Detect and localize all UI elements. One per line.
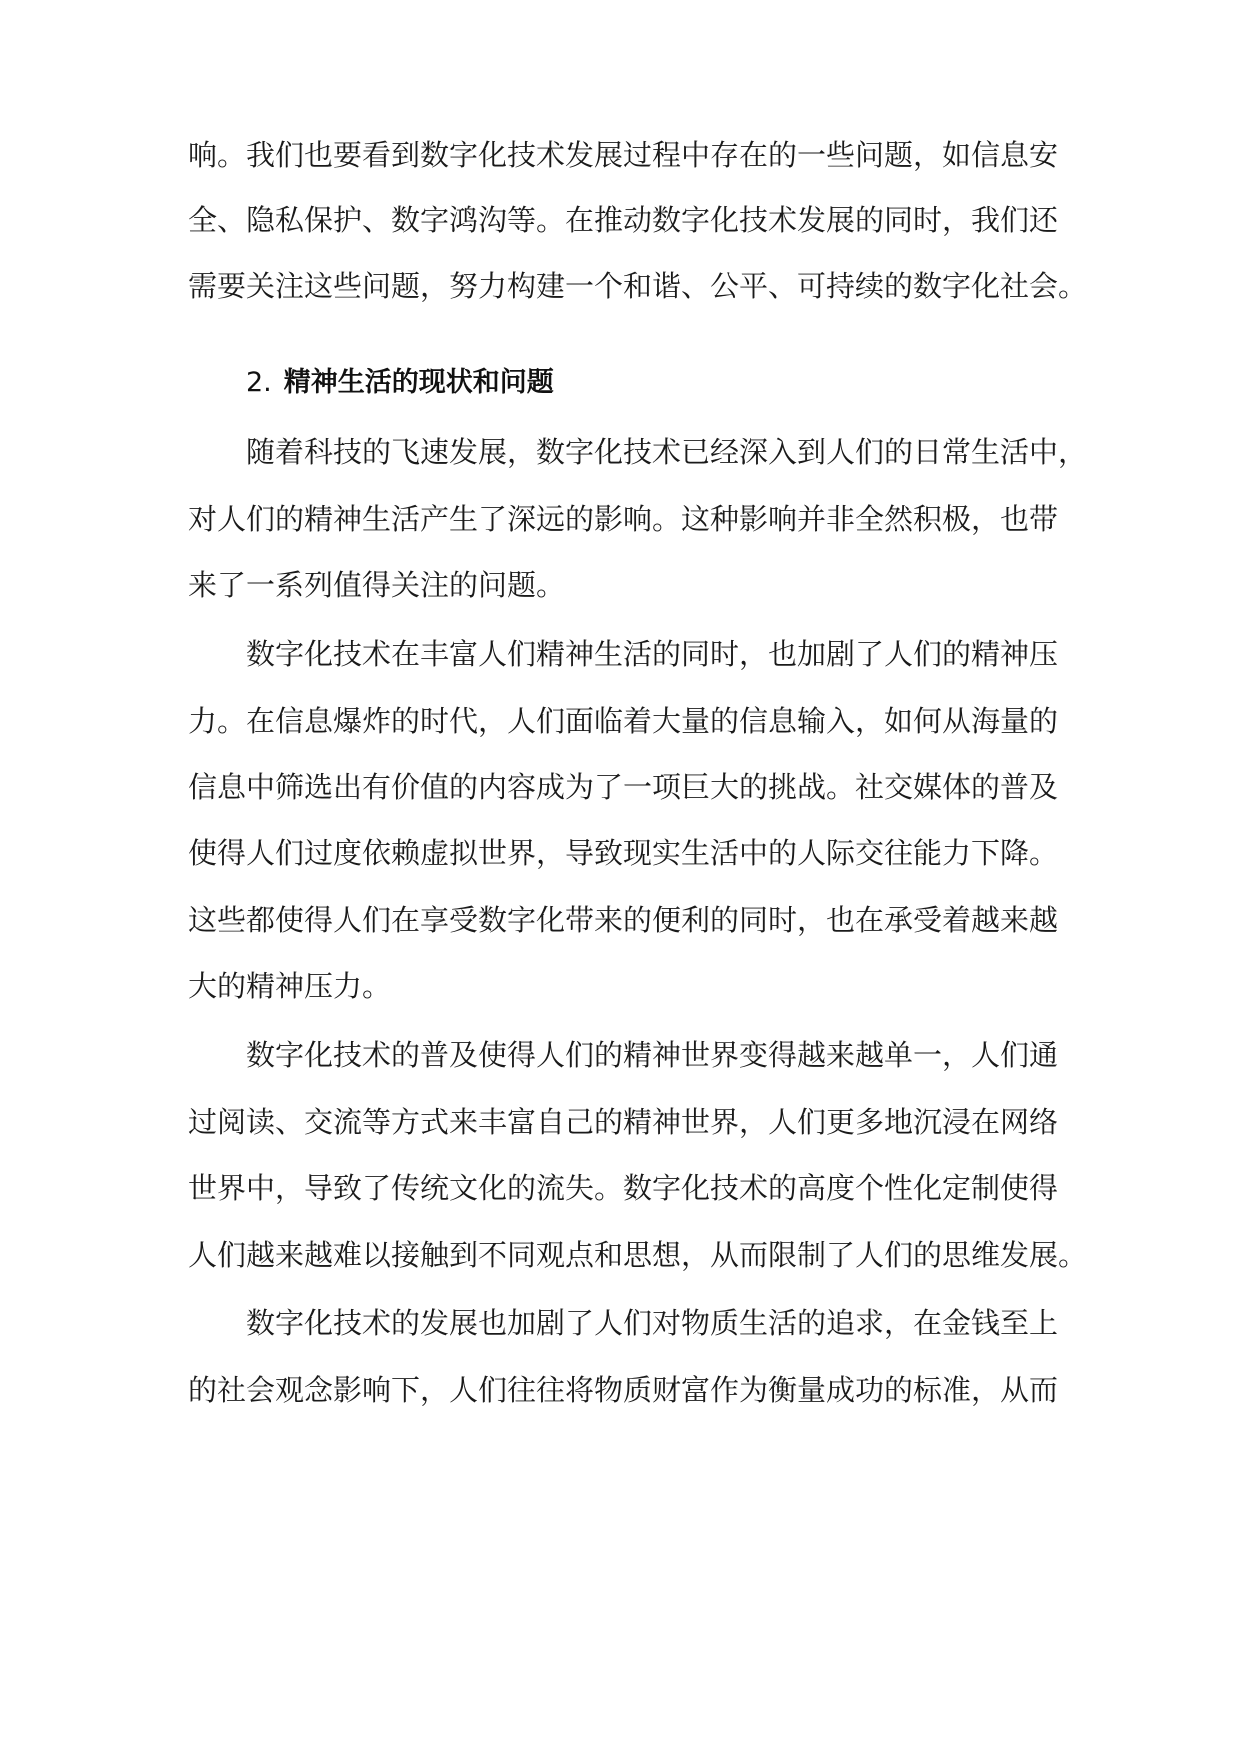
paragraph-line: 随着科技的飞速发展，数字化技术已经深入到人们的日常生活中，: [246, 435, 1088, 469]
paragraph-line: 人们越来越难以接触到不同观点和思想，从而限制了人们的思维发展。: [188, 1238, 1088, 1272]
paragraph-line: 这些都使得人们在享受数字化带来的便利的同时，也在承受着越来越: [188, 903, 1059, 937]
paragraph-line: 需要关注这些问题，努力构建一个和谐、公平、可持续的数字化社会。: [188, 269, 1088, 303]
paragraph-line: 数字化技术在丰富人们精神生活的同时，也加剧了人们的精神压: [246, 637, 1059, 671]
section-heading: [246, 363, 554, 403]
paragraph-line: 来了一系列值得关注的问题。: [188, 568, 566, 602]
paragraph-line: 使得人们过度依赖虚拟世界，导致现实生活中的人际交往能力下降。: [188, 836, 1059, 870]
paragraph-line: 数字化技术的发展也加剧了人们对物质生活的追求，在金钱至上: [246, 1306, 1059, 1340]
paragraph-line: 力。在信息爆炸的时代，人们面临着大量的信息输入，如何从海量的: [188, 704, 1059, 738]
paragraph-line: 信息中筛选出有价值的内容成为了一项巨大的挑战。社交媒体的普及: [188, 770, 1059, 804]
section-number: 2.: [246, 367, 272, 398]
paragraph-line: 数字化技术的普及使得人们的精神世界变得越来越单一，人们通: [246, 1038, 1059, 1072]
section-title: 精神生活的现状和问题: [283, 367, 554, 398]
paragraph-line: 全、隐私保护、数字鸿沟等。在推动数字化技术发展的同时，我们还: [188, 203, 1059, 237]
paragraph-line: 大的精神压力。: [188, 969, 392, 1003]
paragraph-line: 的社会观念影响下，人们往往将物质财富作为衡量成功的标准，从而: [188, 1373, 1059, 1407]
paragraph-line: 过阅读、交流等方式来丰富自己的精神世界，人们更多地沉浸在网络: [188, 1105, 1059, 1139]
paragraph-line: 世界中，导致了传统文化的流失。数字化技术的高度个性化定制使得: [188, 1171, 1059, 1205]
paragraph-line: 响。我们也要看到数字化技术发展过程中存在的一些问题，如信息安: [188, 138, 1059, 172]
paragraph-line: 对人们的精神生活产生了深远的影响。这种影响并非全然积极，也带: [188, 502, 1059, 536]
